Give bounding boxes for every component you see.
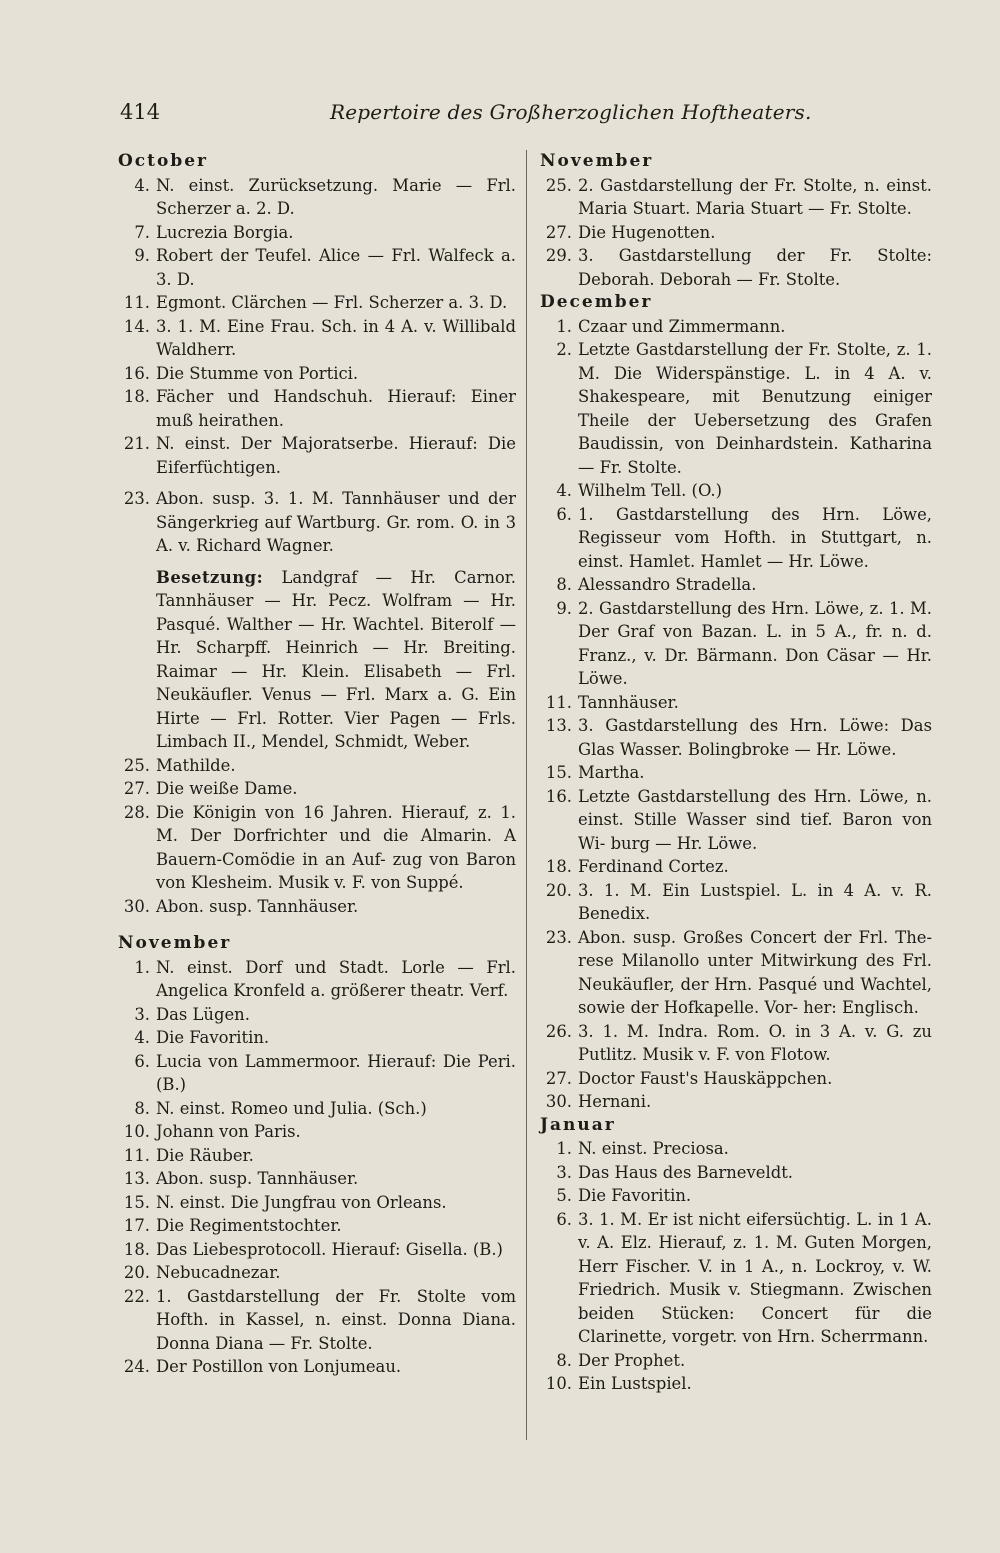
entry-line: Shakespeare, mit Benutzung einiger Theile (578, 387, 932, 430)
entry-day: 23. (545, 927, 572, 947)
entry-line: Maria Stuart. Maria Stuart — Fr. (578, 199, 858, 218)
entry-line: 1. Gastdarstellung des Hrn. Löwe, Regisseur (578, 504, 932, 547)
entry-text (156, 754, 516, 778)
entry-day: 20. (545, 880, 572, 900)
entry-line: Abon. susp. 3. 1. M. Tannhäuser und (156, 489, 488, 508)
cast-label: Besetzung: (156, 567, 264, 587)
entry-day: 4. (134, 1028, 150, 1047)
entry-day: 6. (134, 1051, 150, 1071)
list-item (118, 1003, 516, 1027)
entry-text (156, 1261, 516, 1285)
entry-line: Das Haus des Barneveldt. (578, 1162, 793, 1182)
list-item (118, 801, 516, 895)
entry-line: und Wachtel, sowie der Hofkapelle. Vor- (578, 974, 932, 1017)
entry-line: vom Hofth. in Stuttgart, n. einst. Hamlet. (578, 528, 932, 571)
entry-text (578, 1372, 932, 1396)
entry-text (156, 174, 516, 221)
entry-text (156, 487, 516, 558)
entry-line: N. einst. Zurücksetzung. Marie — Frl. (156, 175, 516, 195)
list-item (540, 315, 932, 339)
entry-day: 11. (123, 293, 150, 312)
month-heading-january: Januar (540, 1114, 616, 1135)
list-item (118, 1238, 516, 1262)
entry-line: Letzte Gastdarstellung der Fr. Stolte, z. 1. M. (578, 340, 932, 383)
entry-text (578, 479, 932, 503)
entry-day: 16. (545, 786, 572, 806)
entry-text (578, 597, 932, 691)
entry-line: Die weiße Dame. (156, 779, 298, 798)
entry-line: Tannhäuser. (578, 692, 679, 712)
page-number: 414 (120, 100, 161, 124)
entry-line: Johann von Paris. (156, 1122, 301, 1141)
entry-day: 25. (123, 755, 150, 775)
entry-line: Lucrezia Borgia. (156, 222, 294, 242)
list-item (118, 315, 516, 362)
list-item (118, 1167, 516, 1191)
entry-text (578, 879, 932, 926)
entry-line: Wilhelm Tell. (O.) (578, 481, 723, 500)
list-item (118, 1214, 516, 1238)
entry-line: 3. 1. M. Indra. Rom. O. in 3 A. v. G. (578, 1021, 913, 1041)
entry-day: 1. (556, 316, 572, 336)
entry-text (578, 1208, 932, 1349)
list-item (540, 761, 932, 785)
entry-line: muß heirathen. (156, 410, 284, 430)
entry-day: 25. (545, 175, 572, 195)
entry-line: N. einst. Romeo und Julia. (Sch.) (156, 1098, 427, 1118)
entry-text (156, 1120, 516, 1144)
entry-text (578, 1020, 932, 1067)
entry-line: Frl. Neukäufler, der Hrn. Pasqué (578, 951, 932, 994)
entry-line: N. einst. Dorf und Stadt. Lorle — Frl. (156, 957, 516, 977)
entry-text (156, 1167, 516, 1191)
entry-line: Egmont. Clärchen — Frl. Scherzer a. 3. D. (156, 293, 508, 312)
entry-day: 10. (545, 1374, 572, 1393)
entry-day: 18. (545, 857, 572, 876)
entry-line: Eiferfüchtigen. (156, 457, 281, 477)
entry-line: F. von Suppé. (351, 873, 464, 892)
entry-day: 4. (556, 481, 572, 500)
cast-line: Hr. Breiting. Raimar — Hr. Klein. (156, 638, 516, 681)
entry-text (578, 1137, 932, 1161)
page-header (120, 100, 920, 134)
entry-day: 28. (123, 802, 150, 822)
column-divider (526, 150, 527, 1440)
entry-text (578, 174, 932, 221)
list-item (118, 432, 516, 479)
entry-day: 26. (545, 1021, 572, 1041)
entry-day: 27. (123, 779, 150, 798)
entry-day: 5. (556, 1186, 572, 1205)
entry-line: Alessandro Stradella. (578, 575, 757, 594)
entry-line: Stiegmann. Zwischen beiden Stücken: (578, 1280, 932, 1323)
december-entries (540, 315, 932, 1114)
entry-text (578, 338, 932, 479)
entry-text (578, 573, 932, 597)
entry-day: 27. (545, 222, 572, 242)
entry-text (156, 1050, 516, 1097)
entry-line: 3. 1. M. Eine Frau. Sch. in 4 A. v. (156, 316, 443, 336)
entry-text (578, 761, 932, 785)
list-item (118, 1285, 516, 1356)
entry-line: burg — Hr. Löwe. (610, 833, 758, 853)
month-heading-october: October (118, 151, 209, 171)
entry-text (156, 1214, 516, 1238)
entry-text (578, 244, 932, 291)
entry-line: 3. Gastdarstellung der Fr. Stolte: Deborah. (578, 246, 932, 289)
entry-day: 18. (123, 387, 150, 406)
entry-line: fr. n. d. Franz., v. Dr. Bärmann. Don (578, 622, 932, 665)
entry-line: zu Putlitz. Musik v. F. von Flotow. (578, 1021, 932, 1064)
entry-line: Nebucadnezar. (156, 1263, 281, 1282)
entry-text (578, 1349, 932, 1373)
entry-text (156, 1355, 516, 1379)
entry-line: Fächer und Handschuh. Hierauf: Einer (156, 387, 516, 406)
entry-line: Morgen, Herr Fischer. V. in 1 A., (578, 1233, 932, 1276)
cast-line: Mendel, Schmidt, Weber. (256, 732, 471, 751)
entry-text (578, 1161, 932, 1185)
entry-day: 23. (123, 489, 150, 508)
entry-line: z. 1. M. Der Dorfrichter und die (156, 802, 516, 845)
cast-line: Biterolf — Hr. Scharpff. Heinrich — (156, 614, 516, 657)
entry-day: 4. (134, 175, 150, 195)
entry-day: 16. (123, 363, 150, 383)
list-item (118, 221, 516, 245)
entry-day: 9. (134, 246, 150, 265)
list-item (540, 879, 932, 926)
entry-text (156, 895, 516, 919)
entry-line: Deborah — Fr. Stolte. (659, 269, 841, 289)
entry-day: 7. (134, 222, 150, 242)
entry-text (156, 221, 516, 245)
entry-text (578, 926, 932, 1020)
list-item (118, 1097, 516, 1121)
entry-line: Gr. rom. O. in 3 A. v. Richard Wagner. (156, 512, 517, 555)
entry-day: 13. (545, 716, 572, 735)
entry-text (156, 385, 516, 432)
entry-day: 22. (123, 1286, 150, 1306)
entry-text (156, 1285, 516, 1356)
list-item (540, 1184, 932, 1208)
entry-line: in 1 A. v. A. Elz. Hierauf, z. 1. M. Guten (578, 1209, 932, 1252)
entry-line: Glas Wasser. Bolingbroke — Hr. Löwe. (578, 739, 897, 759)
entry-day: 8. (134, 1098, 150, 1118)
entry-line: der Uebersetzung des Grafen Baudissin, von (578, 410, 932, 453)
entry-line: Robert der Teufel. Alice — Frl. Walfeck (156, 246, 502, 265)
list-item (540, 244, 932, 291)
entry-text (156, 432, 516, 479)
entry-line: Letzte Gastdarstellung des Hrn. Löwe, n. einst. (578, 786, 932, 829)
entry-text (156, 801, 516, 895)
entry-line: Hrn. Scherrmann. (777, 1327, 929, 1346)
list-item (540, 926, 932, 1020)
month-heading-november-continued: November (540, 151, 654, 171)
entry-day: 8. (556, 1350, 572, 1370)
entry-text (156, 244, 516, 291)
entry-line: Ferdinand Cortez. (578, 857, 729, 876)
list-item (540, 1161, 932, 1185)
list-item (118, 487, 516, 558)
entry-day: 11. (123, 1145, 150, 1165)
entry-line: Cäsar — Hr. Löwe. (578, 645, 932, 688)
entry-line: Abon. susp. Großes Concert der Frl. The- (578, 927, 932, 947)
list-item (118, 754, 516, 778)
list-item (540, 1349, 932, 1373)
entry-day: 13. (123, 1169, 150, 1188)
entry-line: Das Liebesprotocoll. Hierauf: Gisella. (B.) (156, 1239, 503, 1259)
entry-line: Willibald Waldherr. (156, 316, 516, 359)
list-item (118, 1120, 516, 1144)
entry-line: 1. Gastdarstellung der Fr. Stolte vom (156, 1286, 516, 1306)
november-entries-continued (540, 174, 932, 292)
entry-line: Ein Lustspiel. (578, 1374, 692, 1393)
entry-line: her: Englisch. (803, 998, 919, 1017)
entry-text (156, 1191, 516, 1215)
entry-day: 11. (545, 692, 572, 712)
entry-line: Deinhardstein. Katharina — Fr. Stolte. (578, 434, 932, 477)
cast-line: — Frl. Marx a. G. Ein Hirte — Frl. (156, 685, 516, 728)
entry-day: 30. (545, 1092, 572, 1111)
entry-day: 6. (556, 504, 572, 524)
cast-list (118, 566, 516, 754)
list-item (118, 174, 516, 221)
entry-day: 30. (123, 896, 150, 916)
entry-line: Der Prophet. (578, 1350, 686, 1370)
entry-line: Stolte. (857, 199, 912, 218)
entry-text (156, 1026, 516, 1050)
cast-line: Tannhäuser — Hr. Pecz. Wolfram — (156, 591, 480, 610)
entry-text (578, 1090, 932, 1114)
entry-text (156, 1144, 516, 1168)
month-heading-november: November (118, 933, 232, 953)
entry-line: 2. Gastdarstellung der Fr. Stolte, n. einst. (578, 175, 932, 195)
entry-line: Concert für die Clarinette, vorgetr. von (578, 1303, 932, 1346)
entry-day: 15. (545, 763, 572, 782)
list-item (540, 1137, 932, 1161)
entry-line: Die Favoritin. (578, 1186, 692, 1205)
list-item (540, 479, 932, 503)
list-item (118, 956, 516, 1003)
entry-line: Almarin. A Bauern-Comödie in an Auf- (156, 826, 516, 869)
list-item (118, 1144, 516, 1168)
entry-day: 21. (123, 434, 150, 453)
entry-day: 27. (545, 1068, 572, 1088)
entry-line: Martha. (578, 763, 645, 782)
entry-line: Hamlet — Hr. Löwe. (700, 551, 869, 571)
running-title: Repertoire des Großherzoglichen Hoftheaters. (330, 100, 812, 124)
entry-text (156, 362, 516, 386)
entry-line: rese Milanollo unter Mitwirkung des (578, 951, 903, 970)
entry-text (578, 691, 932, 715)
entry-day: 3. (134, 1004, 150, 1024)
entry-day: 1. (134, 957, 150, 977)
cast-line: Rotter. Vier Pagen — Frls. Limbach II., (156, 708, 516, 751)
entry-day: 17. (123, 1216, 150, 1235)
entry-line: 3. 1. M. Er ist nicht eifersüchtig. L. (578, 1209, 878, 1229)
entry-text (578, 503, 932, 574)
entry-line: Angelica Kronfeld a. größerer theatr. (156, 981, 470, 1000)
entry-day: 3. (556, 1162, 572, 1182)
right-column (540, 150, 932, 1396)
entry-day: 20. (123, 1263, 150, 1282)
entry-text (156, 315, 516, 362)
entry-text (156, 1097, 516, 1121)
list-item (540, 1020, 932, 1067)
entry-line: Doctor Faust's Hauskäppchen. (578, 1068, 833, 1088)
entry-line: Lucia von Lammermoor. Hierauf: Die (156, 1051, 478, 1071)
list-item (540, 338, 932, 479)
entry-day: 8. (556, 575, 572, 594)
cast-line: Elisabeth — Frl. Neukäufler. Venus (156, 661, 517, 704)
entry-day: 18. (123, 1239, 150, 1259)
entry-text (578, 714, 932, 761)
entry-line: Peri. (B.) (156, 1051, 516, 1094)
entry-text (578, 1067, 932, 1091)
list-item (118, 1026, 516, 1050)
list-item (118, 1191, 516, 1215)
entry-line: Hernani. (578, 1092, 652, 1111)
list-item (540, 855, 932, 879)
entry-line: R. Benedix. (578, 880, 932, 923)
month-heading-december: December (540, 292, 653, 312)
entry-line: der Sängerkrieg auf Wartburg. (156, 489, 516, 532)
cast-line: Hr. Pasqué. Walther — Hr. Wachtel. (156, 591, 517, 634)
entry-text (578, 1184, 932, 1208)
entry-day: 15. (123, 1192, 150, 1212)
entry-text (156, 956, 516, 1003)
list-item (118, 362, 516, 386)
list-item (540, 221, 932, 245)
entry-line: Verf. (469, 981, 509, 1000)
entry-text (578, 785, 932, 856)
entry-line: 3. Gastdarstellung des Hrn. Löwe: Das (578, 716, 932, 735)
entry-line: Abon. susp. Tannhäuser. (156, 896, 359, 916)
entry-text (156, 777, 516, 801)
entry-line: Czaar und Zimmermann. (578, 316, 786, 336)
october-entries-continued (118, 754, 516, 919)
list-item (118, 244, 516, 291)
entry-line: n. Lockroy, v. W. Friedrich. Musik v. (578, 1256, 932, 1299)
october-entries (118, 174, 516, 558)
entry-line: Die Hugenotten. (578, 222, 716, 242)
entry-line: Hofth. in Kassel, n. einst. Donna Diana. (156, 1310, 516, 1329)
entry-day: 14. (123, 316, 150, 336)
entry-line: N. einst. Die Jungfrau von Orleans. (156, 1192, 447, 1212)
entry-line: a. 3. D. (156, 246, 516, 289)
entry-line: 2. Gastdarstellung des Hrn. Löwe, z. 1. M. (578, 598, 932, 618)
entry-day: 1. (556, 1139, 572, 1158)
entry-line: Mathilde. (156, 755, 236, 775)
list-item (118, 385, 516, 432)
november-entries (118, 956, 516, 1379)
list-item (118, 1050, 516, 1097)
entry-day: 10. (123, 1122, 150, 1141)
list-item (118, 777, 516, 801)
entry-text (156, 1003, 516, 1027)
entry-line: Scherzer a. 2. D. (156, 199, 295, 218)
january-entries (540, 1137, 932, 1396)
list-item (540, 785, 932, 856)
list-item (118, 291, 516, 315)
entry-day: 29. (545, 246, 572, 265)
entry-day: 2. (556, 340, 572, 359)
entry-day: 9. (556, 598, 572, 618)
entry-line: Das Lügen. (156, 1004, 250, 1024)
cast-line: Landgraf — Hr. Carnor. (263, 567, 516, 587)
entry-line: Abon. susp. Tannhäuser. (156, 1169, 359, 1188)
entry-line: zug von Baron von Klesheim. Musik v. (156, 849, 516, 892)
entry-day: 24. (123, 1357, 150, 1376)
entry-text (578, 221, 932, 245)
list-item (540, 691, 932, 715)
entry-line: Donna Diana — Fr. Stolte. (156, 1333, 373, 1353)
entry-text (156, 1238, 516, 1262)
list-item (540, 597, 932, 691)
entry-line: 3. 1. M. Ein Lustspiel. L. in 4 A. v. (578, 880, 915, 900)
entry-line: Der Postillon von Lonjumeau. (156, 1357, 402, 1376)
entry-text (578, 315, 932, 339)
entry-line: Die Königin von 16 Jahren. Hierauf, (156, 802, 478, 822)
list-item (118, 895, 516, 919)
entry-line: Die Stumme von Portici. (156, 363, 359, 383)
list-item (540, 714, 932, 761)
entry-line: Die Favoritin. (156, 1028, 270, 1047)
list-item (118, 1355, 516, 1379)
list-item (540, 174, 932, 221)
entry-line: Die Widerspänstige. L. in 4 A. v. (613, 363, 932, 383)
entry-line: Die Regimentstochter. (156, 1216, 342, 1235)
entry-line: N. einst. Preciosa. (578, 1139, 729, 1158)
entry-text (578, 855, 932, 879)
entry-day: 6. (556, 1209, 572, 1229)
entry-line: Stille Wasser sind tief. Baron von Wi- (578, 810, 932, 853)
list-item (540, 1372, 932, 1396)
entry-line: N. einst. Der Majoratserbe. Hierauf: Die (156, 434, 516, 453)
list-item (540, 503, 932, 574)
list-item (540, 1067, 932, 1091)
list-item (540, 1208, 932, 1349)
list-item (540, 573, 932, 597)
list-item (118, 1261, 516, 1285)
entry-text (156, 291, 516, 315)
left-column (118, 150, 516, 1379)
entry-line: Der Graf von Bazan. L. in 5 A., (578, 622, 866, 641)
entry-line: Die Räuber. (156, 1145, 254, 1165)
list-item (540, 1090, 932, 1114)
